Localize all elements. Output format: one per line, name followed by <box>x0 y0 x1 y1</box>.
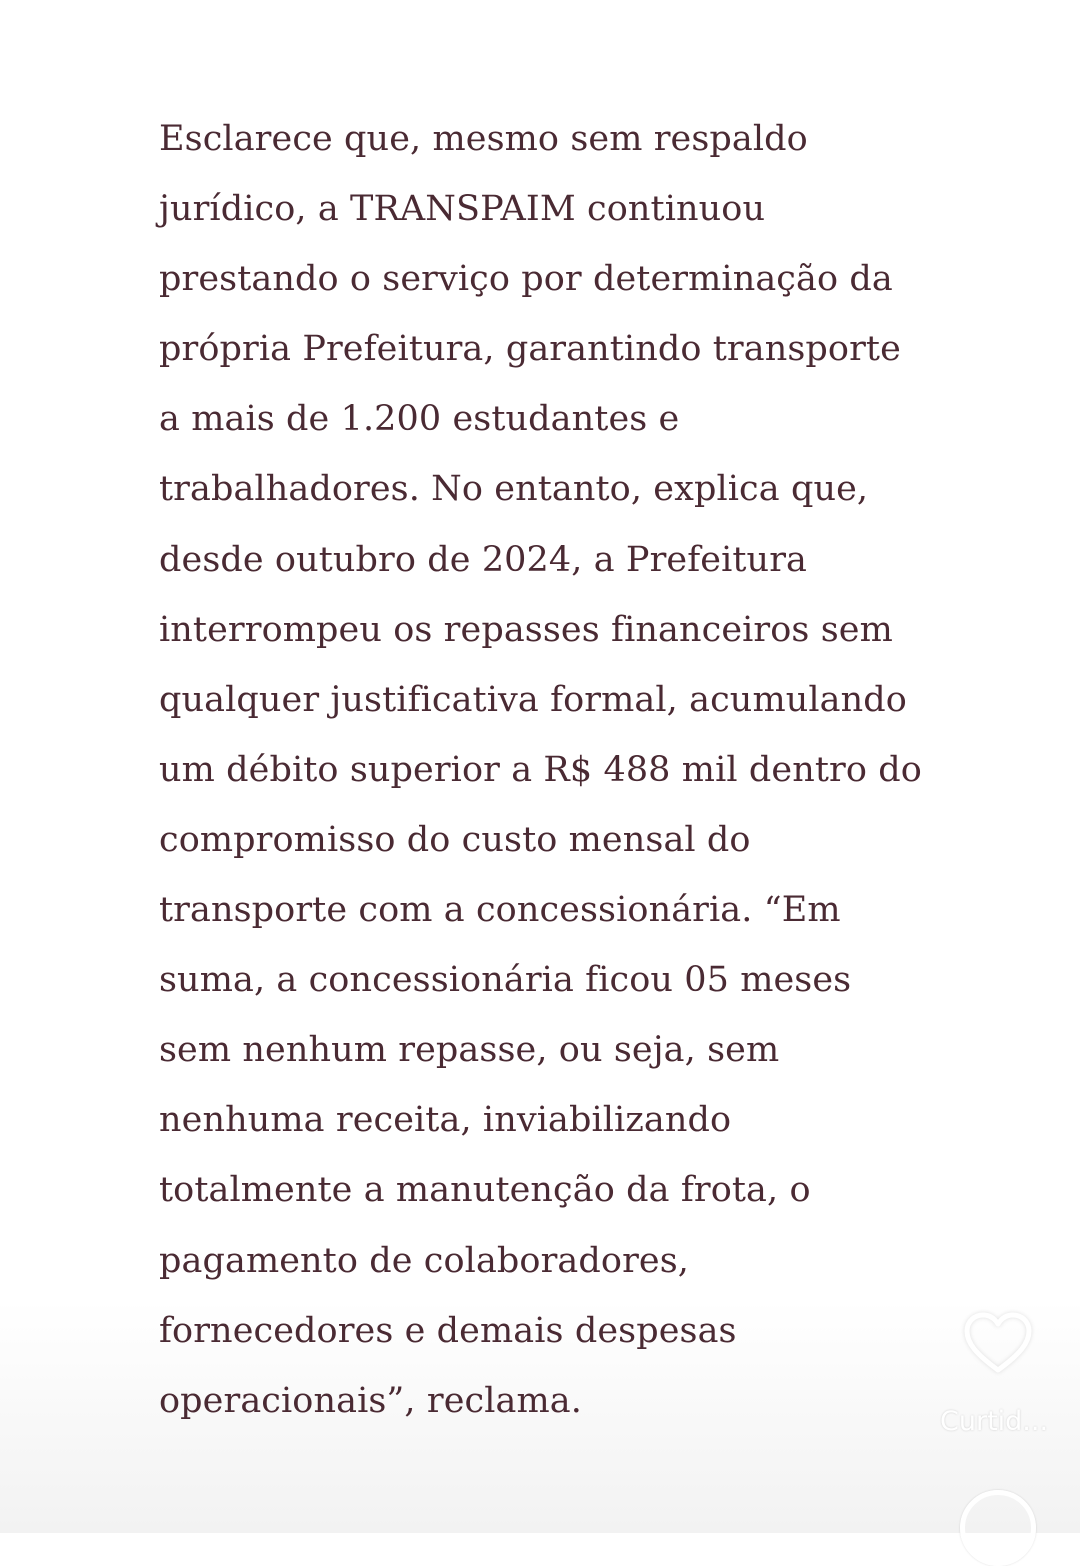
paragraph-line: operacionais”, reclama. <box>159 1380 582 1421</box>
paragraph-line: interrompeu os repasses financeiros sem <box>159 609 893 650</box>
paragraph-line: compromisso do custo mensal do <box>159 819 751 860</box>
paragraph-line: pagamento de colaboradores, <box>159 1240 690 1281</box>
comment-button[interactable] <box>960 1490 1036 1566</box>
article-paragraph <box>159 104 959 1436</box>
paragraph-line: um débito superior a R$ 488 mil dentro do <box>159 749 922 790</box>
paragraph-line: trabalhadores. No entanto, explica que, <box>159 469 869 510</box>
paragraph-line: qualquer justificativa formal, acumulando <box>159 679 907 720</box>
paragraph-line: totalmente a manutenção da frota, o <box>159 1170 811 1211</box>
like-button[interactable] <box>955 1300 1041 1386</box>
like-label[interactable]: Curtid... <box>940 1406 1049 1437</box>
paragraph-line: transporte com a concessionária. “Em <box>159 890 841 931</box>
heart-outline-icon <box>962 1310 1034 1376</box>
paragraph-line: jurídico, a TRANSPAIM continuou <box>159 189 766 230</box>
paragraph-line: prestando o serviço por determinação da <box>159 259 893 300</box>
article-body <box>159 104 959 1436</box>
paragraph-line: nenhuma receita, inviabilizando <box>159 1100 732 1141</box>
paragraph-line: a mais de 1.200 estudantes e <box>159 399 680 440</box>
paragraph-line: desde outubro de 2024, a Prefeitura <box>159 539 807 580</box>
paragraph-line: suma, a concessionária ficou 05 meses <box>159 960 852 1001</box>
paragraph-line: sem nenhum repasse, ou seja, sem <box>159 1030 780 1071</box>
paragraph-line: fornecedores e demais despesas <box>159 1310 737 1351</box>
paragraph-line: Esclarece que, mesmo sem respaldo <box>159 119 808 159</box>
paragraph-line: própria Prefeitura, garantindo transporte <box>159 329 901 370</box>
